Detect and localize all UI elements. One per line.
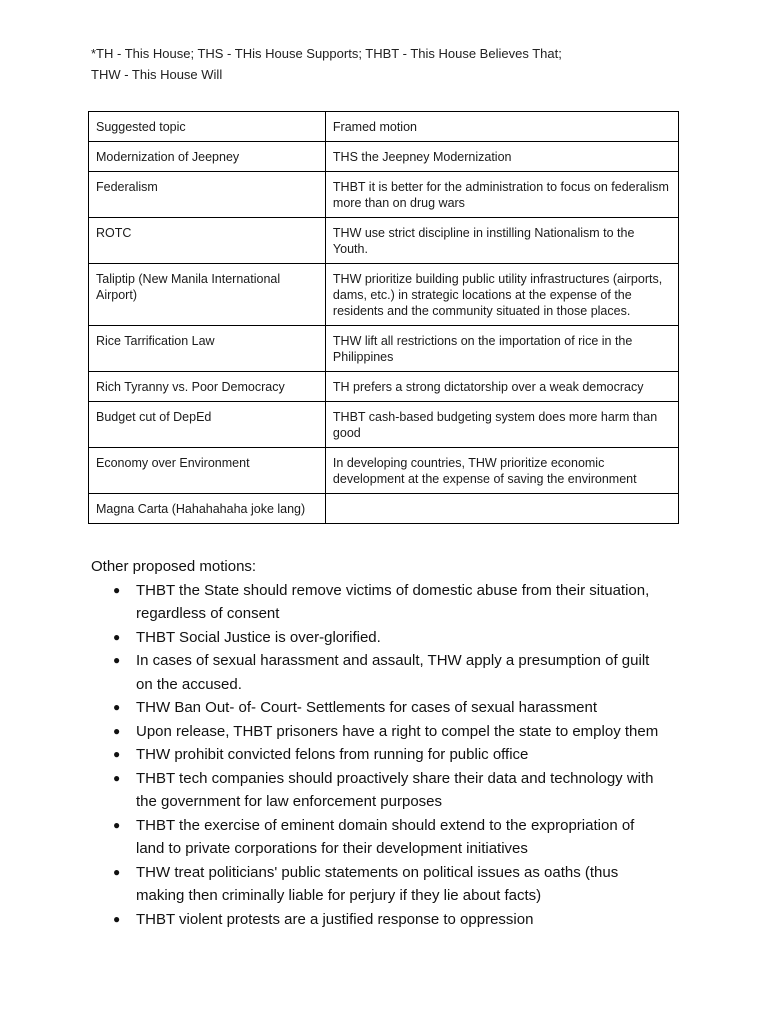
table-row [89,448,679,494]
table-row [89,326,679,372]
legend-line-2: THW - This House Will [91,67,223,82]
topic-cell: ROTC [89,218,326,264]
list-item-text: THBT the State should remove victims of domestic abuse from their situation, regardless of consent [136,581,650,622]
table-row [89,402,679,448]
list-item [91,696,666,720]
list-item [91,743,666,767]
table-header-row [89,112,679,142]
bullet-icon: ● [113,770,121,785]
motions-table [88,111,679,524]
list-item-text: THBT Social Justice is over-glorified. [136,628,381,646]
motion-cell: THS the Jeepney Modernization [325,142,678,172]
list-item [91,861,666,908]
table-row [89,142,679,172]
bullet-icon: ● [113,864,121,879]
topic-cell: Magna Carta (Hahahahaha joke lang) [89,494,326,524]
other-motions-list [91,579,691,932]
legend-line-1: *TH - This House; THS - THis House Supports; THBT - This House Believes That; [91,46,562,61]
motion-cell [325,494,678,524]
list-item-text: THW prohibit convicted felons from running for public office [136,746,529,763]
list-item [91,908,666,932]
bullet-icon: ● [113,653,121,667]
header-suggested-topic: Suggested topic [89,112,326,142]
bullet-icon: ● [113,629,121,644]
table-row [89,218,679,264]
list-item [91,579,666,626]
motion-cell: THBT cash-based budgeting system does more harm than good [325,402,678,448]
list-item-text: Upon release, THBT prisoners have a right to compel the state to employ them [136,722,659,740]
topic-cell: Modernization of Jeepney [89,142,326,172]
motion-cell: THW prioritize building public utility infrastructures (airports, dams, etc.) in strategic locations at the expense of the residents and the community situated in those places. [325,264,678,326]
list-item [91,649,666,696]
table-row [89,372,679,402]
bullet-icon: ● [113,911,121,926]
table-row [89,494,679,524]
topic-cell: Economy over Environment [89,448,326,494]
bullet-icon: ● [113,582,121,597]
list-item [91,626,666,650]
bullet-icon: ● [113,817,121,832]
topic-cell: Taliptip (New Manila International Airport) [89,264,326,326]
header-framed-motion: Framed motion [325,112,678,142]
list-item-text: THW Ban Out- of- Court- Settlements for cases of sexual harassment [136,699,598,716]
list-item [91,767,666,814]
other-motions-title: Other proposed motions: [91,558,257,575]
list-item [91,720,666,744]
motion-cell: In developing countries, THW prioritize economic development at the expense of saving the environment [325,448,678,494]
motion-cell: THW use strict discipline in instilling Nationalism to the Youth. [325,218,678,264]
table-row [89,172,679,218]
motion-cell: THW lift all restrictions on the importation of rice in the Philippines [325,326,678,372]
list-item-text: In cases of sexual harassment and assault, THW apply a presumption of guilt on the accused. [136,652,650,693]
topic-cell: Rice Tarrification Law [89,326,326,372]
list-item-text: THBT violent protests are a justified response to oppression [136,910,534,928]
abbreviation-legend [91,43,691,85]
topic-cell: Rich Tyranny vs. Poor Democracy [89,372,326,402]
table-row [89,264,679,326]
topic-cell: Federalism [89,172,326,218]
motion-cell: THBT it is better for the administration to focus on federalism more than on drug wars [325,172,678,218]
list-item [91,814,666,861]
motion-cell: TH prefers a strong dictatorship over a weak democracy [325,372,678,402]
list-item-text: THW treat politicians' public statements on political issues as oaths (thus making then criminally liable for perjury if they lie about facts) [136,863,619,904]
other-motions-section [91,555,691,931]
bullet-icon: ● [113,723,121,738]
topic-cell: Budget cut of DepEd [89,402,326,448]
bullet-icon: ● [113,747,121,761]
list-item-text: THBT tech companies should proactively share their data and technology with the government for law enforcement purposes [136,769,654,810]
list-item-text: THBT the exercise of eminent domain should extend to the expropriation of land to private corporations for their development initiatives [136,816,635,857]
bullet-icon: ● [113,700,121,714]
